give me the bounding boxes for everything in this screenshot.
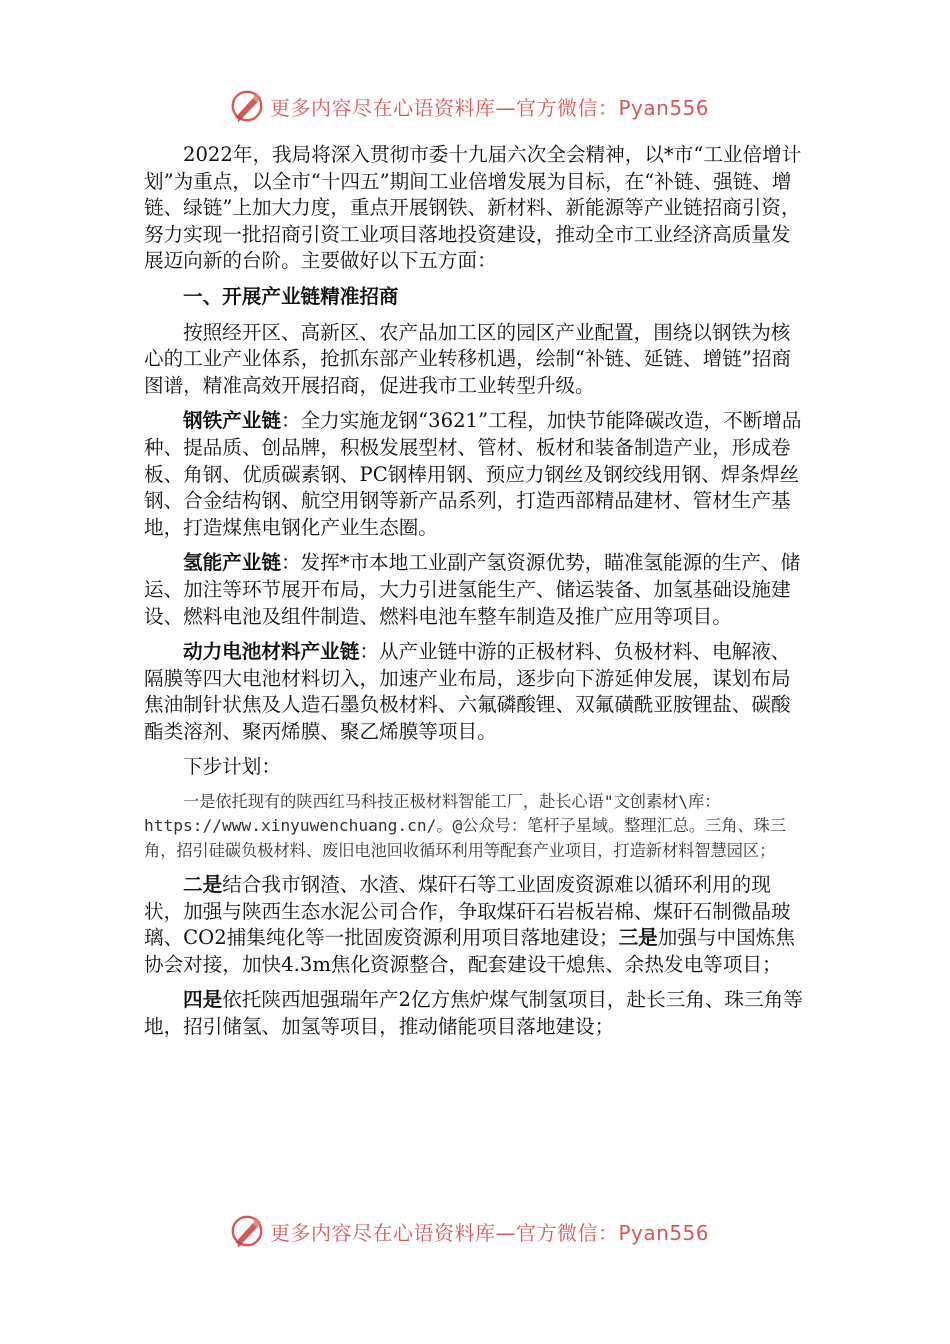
plan-item-2-3 bbox=[144, 872, 809, 978]
hydrogen-chain-label: 氢能产业链 bbox=[183, 551, 281, 575]
plan-item-3-text: 加强与中国炼焦协会对接，加快4.3m焦化资源整合，配套建设干熄焦、余热发电等项目； bbox=[144, 926, 795, 976]
document-body bbox=[144, 142, 809, 1041]
steel-chain-paragraph bbox=[144, 408, 809, 541]
section-intro-paragraph: 按照经开区、高新区、农产品加工区的园区产业配置，围绕以钢铁为核心的工业产业体系，抢抓东部产业转移机遇，绘制“补链、延链、增链”招商图谱，精准高效开展招商，促进我市工业转型升级。 bbox=[144, 320, 792, 397]
watermark-text: 更多内容尽在心语资料库—官方微信：Pyan556 bbox=[270, 95, 710, 120]
hydrogen-chain-paragraph bbox=[144, 550, 809, 630]
plan-item-3-label: 三是 bbox=[618, 926, 658, 950]
header-watermark-banner bbox=[228, 86, 709, 126]
battery-chain-paragraph bbox=[144, 639, 809, 745]
pen-nib-logo-icon bbox=[228, 87, 266, 125]
intro-paragraph: 2022年，我局将深入贯彻市委十九届六次全会精神，以*市“工业倍增计划”为重点，以全市“十四五”期间工业倍增发展为目标，在“补链、强链、增链、绿链”上加大力度，重点开展钢铁、新材料、新能源等产业链招商引资，努力实现一批招商引资工业项目落地投资建设，推动全市工业经济高质量发展迈向新的台阶。主要做好以下五方面： bbox=[144, 143, 802, 273]
plan-item-4-text: 依托陕西旭强瑞年产2亿方焦炉煤气制氢项目，赴长三角、珠三角等地，招引储氢、加氢等项目，推动储能项目落地建设； bbox=[144, 988, 803, 1038]
section-heading: 一、开展产业链精准招商 bbox=[183, 284, 399, 308]
steel-chain-label: 钢铁产业链 bbox=[183, 409, 281, 433]
hydrogen-chain-text: ：发挥*市本地工业副产氢资源优势，瞄准氢能源的生产、储运、加注等环节展开布局，大力引进氢能生产、储运装备、加氢基础设施建设、燃料电池及组件制造、燃料电池车整车制造及推广应用等项目。 bbox=[144, 551, 801, 628]
pen-nib-logo-icon bbox=[228, 1212, 266, 1250]
plan-item-2-text: 结合我市钢渣、水渣、煤矸石等工业固废资源难以循环利用的现状，加强与陕西生态水泥公司合作，争取煤矸石岩板岩棉、煤矸石制微晶玻璃、CO2捕集纯化等一批固废资源利用项目落地建设； bbox=[144, 872, 791, 950]
steel-chain-text: ：全力实施龙钢“3621”工程，加快节能降碳改造，不断增品种、提品质、创品牌，积极发展型材、管材、板材和装备制造产业，形成卷板、角钢、优质碳素钢、PC钢棒用钢、预应力钢丝及钢绞线用钢、焊条焊丝钢、合金结构钢、航空用钢等新产品系列，打造西部精品建材、管材生产基地，打造煤焦电钢化产业生态圈。 bbox=[144, 409, 802, 539]
plan-item-2-label: 二是 bbox=[183, 872, 223, 896]
plan-item-4 bbox=[144, 987, 809, 1040]
plan-item-4-label: 四是 bbox=[183, 988, 223, 1012]
watermark-text: 更多内容尽在心语资料库—官方微信：Pyan556 bbox=[270, 1220, 710, 1245]
plan-item-1: 一是依托现有的陕西红马科技正极材料智能工厂，赴长心语"文创素材\库：https://www.xinyuwenchuang.cn/。@公众号：笔杆子星域。整理汇总。三角、珠三角，招引硅碳负极材料、废旧电池回收循环利用等配套产业项目，打造新材料智慧园区； bbox=[144, 792, 787, 860]
battery-chain-label: 动力电池材料产业链 bbox=[183, 640, 360, 664]
battery-chain-text: ：从产业链中游的正极材料、负极材料、电解液、隔膜等四大电池材料切入，加速产业布局，逐步向下游延伸发展，谋划布局焦油制针状焦及人造石墨负极材料、六氟磷酸锂、双氟磺酰亚胺锂盐、碳酸酯类溶剂、聚丙烯膜、聚乙烯膜等项目。 bbox=[144, 640, 791, 743]
next-plan-label: 下步计划： bbox=[183, 755, 281, 779]
footer-watermark-banner bbox=[228, 1211, 709, 1251]
